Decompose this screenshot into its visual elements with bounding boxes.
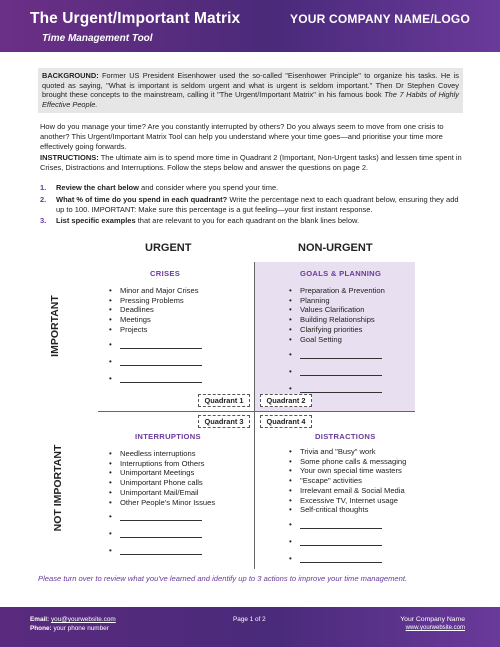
blank-line-input[interactable]: [300, 384, 382, 393]
row-header-not-important: NOT IMPORTANT: [52, 444, 64, 532]
list-item: • Values Clarification: [288, 305, 385, 315]
footer-email: [30, 616, 116, 623]
goals-planning-list: [288, 286, 385, 344]
list-item: • Needless interruptions: [108, 449, 215, 459]
blank-line-input[interactable]: [300, 520, 382, 529]
quadrant-2-label: Quadrant 2: [260, 394, 312, 407]
distractions-list: [288, 447, 406, 515]
blank-line-input[interactable]: [120, 529, 202, 538]
background-book: The 7 Habits of Highly Effective People.: [42, 90, 459, 109]
list-item: • Clarifying priorities: [288, 325, 385, 335]
quadrant-1-label: Quadrant 1: [198, 394, 250, 407]
step-number: 2.: [40, 194, 47, 204]
step-1: [40, 183, 462, 193]
blank-line-item: [288, 350, 382, 367]
blank-line-input[interactable]: [300, 350, 382, 359]
distractions-blank-lines: [288, 520, 382, 571]
list-item: • Meetings: [108, 315, 199, 325]
blank-line-input[interactable]: [120, 357, 202, 366]
list-item: • Pressing Problems: [108, 296, 199, 306]
crises-list: [108, 286, 199, 335]
list-item: • Your own special time wasters: [288, 466, 406, 476]
list-item: • Planning: [288, 296, 385, 306]
footer-email-label: Email:: [30, 616, 50, 623]
blank-line-input[interactable]: [120, 340, 202, 349]
list-item: • "Escape" activities: [288, 476, 406, 486]
list-item: • Preparation & Prevention: [288, 286, 385, 296]
instructions-text: The ultimate aim is to spend more time in Quadrant 2 (Important, Non-Urgent tasks) and lessen time spent in Crises, Distractions and Interruptions. Follow the steps below and answer the questions on page 2.: [40, 153, 462, 172]
list-item: • Goal Setting: [288, 335, 385, 345]
blank-line-item: [288, 554, 382, 571]
list-item: • Some phone calls & messaging: [288, 457, 406, 467]
page-subtitle: Time Management Tool: [42, 33, 153, 44]
blank-line-input[interactable]: [120, 546, 202, 555]
quadrant-3-label: Quadrant 3: [198, 415, 250, 428]
crises-title: CRISES: [150, 269, 181, 278]
list-item: • Trivia and "Busy" work: [288, 447, 406, 457]
step-bold: Review the chart below: [56, 183, 139, 192]
step-number: 1.: [40, 183, 47, 192]
quadrant-4-label: Quadrant 4: [260, 415, 312, 428]
background-box: [38, 68, 463, 113]
matrix-vertical-divider: [254, 262, 255, 569]
blank-line-item: [108, 357, 202, 374]
blank-line-input[interactable]: [120, 374, 202, 383]
footer-website-link[interactable]: www.yourwebsite.com: [405, 625, 465, 631]
instructions-paragraph: [40, 153, 462, 173]
step-text: that are relevant to you for each quadrant on the blank lines below.: [135, 216, 360, 226]
blank-line-item: [288, 537, 382, 554]
list-item: • Interruptions from Others: [108, 459, 215, 469]
blank-line-input[interactable]: [120, 512, 202, 521]
company-logo-placeholder: YOUR COMPANY NAME/LOGO: [290, 12, 470, 26]
turn-over-note: Please turn over to review what you've learned and identify up to 3 actions to improve your time management.: [38, 574, 408, 583]
background-text: Former US President Eisenhower used the so-called "Eisenhower Principle" to organize his tasks. He is quoted as saying, "What is important is seldom urgent and what is urgent is seldom important." Then Dr Stephen Covey brought these concepts to the mainstream, calling it "The Urgent/Important Matrix" in his famous book: [42, 71, 459, 100]
list-item: • Other People's Minor Issues: [108, 498, 215, 508]
list-item: • Excessive TV, Internet usage: [288, 496, 406, 506]
instructions-label: INSTRUCTIONS:: [40, 153, 99, 162]
list-item: • Unimportant Mail/Email: [108, 488, 215, 498]
footer-phone: [30, 625, 109, 632]
blank-line-item: [288, 520, 382, 537]
column-header-non-urgent: NON-URGENT: [298, 242, 373, 254]
blank-line-item: [288, 367, 382, 384]
page-footer: [0, 607, 500, 647]
footer-email-link[interactable]: you@yourwebsite.com: [50, 616, 116, 623]
column-header-urgent: URGENT: [145, 242, 192, 254]
list-item: • Projects: [108, 325, 199, 335]
list-item: • Self-critical thoughts: [288, 505, 406, 515]
page-number: Page 1 of 2: [233, 616, 266, 623]
list-item: • Unimportant Phone calls: [108, 478, 215, 488]
intro-paragraph: How do you manage your time? Are you constantly interrupted by others? Do you always seem to move from one crisis to another? This Urgent/Important Matrix Tool can help you understand where your time goes—and prioritise your time more effectively going forwards.: [40, 122, 444, 151]
step-text: Write the percentage next to each quadrant below, ensuring they add up to 100. IMPORTANT: Make sure this percentage is a gut feeling—your first instant response.: [56, 194, 459, 214]
blank-line-item: [108, 529, 202, 546]
background-label: BACKGROUND:: [42, 71, 99, 80]
footer-company-name: Your Company Name: [400, 616, 465, 623]
interruptions-title: INTERRUPTIONS: [135, 432, 201, 441]
step-number: 3.: [40, 216, 47, 226]
crises-blank-lines: [108, 340, 202, 391]
interruptions-list: [108, 449, 215, 507]
blank-line-item: [108, 374, 202, 391]
blank-line-item: [108, 546, 202, 563]
list-item: • Building Relationships: [288, 315, 385, 325]
footer-phone-label: Phone:: [30, 625, 52, 632]
footer-phone-value: your phone number: [53, 625, 109, 632]
page-header: [0, 0, 500, 52]
distractions-title: DISTRACTIONS: [315, 432, 376, 441]
step-text: and consider where you spend your time.: [138, 183, 279, 192]
list-item: • Irrelevant email & Social Media: [288, 486, 406, 496]
list-item: • Minor and Major Crises: [108, 286, 199, 296]
goals-planning-title: GOALS & PLANNING: [300, 269, 382, 278]
step-3: [40, 216, 462, 226]
row-header-important: IMPORTANT: [49, 295, 61, 357]
interruptions-blank-lines: [108, 512, 202, 563]
blank-line-input[interactable]: [300, 537, 382, 546]
blank-line-input[interactable]: [300, 367, 382, 376]
list-item: • Unimportant Meetings: [108, 468, 215, 478]
step-bold: What % of time do you spend in each quadrant?: [56, 194, 228, 204]
page-title: The Urgent/Important Matrix: [30, 10, 241, 27]
step-2: [40, 195, 462, 215]
step-bold: List specific examples: [56, 216, 136, 226]
list-item: • Deadlines: [108, 305, 199, 315]
blank-line-item: [108, 512, 202, 529]
matrix-horizontal-divider: [98, 411, 415, 412]
blank-line-item: [108, 340, 202, 357]
steps-list: [40, 183, 462, 228]
blank-line-input[interactable]: [300, 554, 382, 563]
